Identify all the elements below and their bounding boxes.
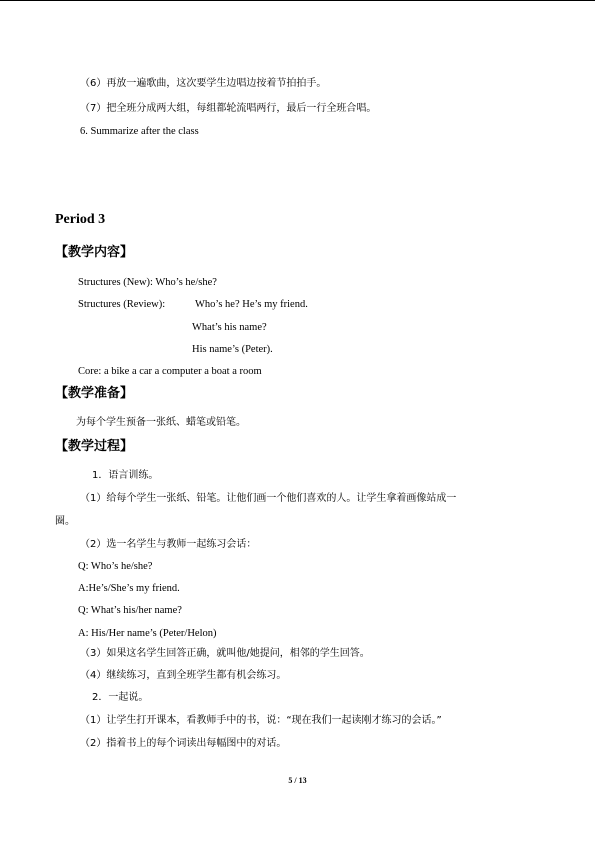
dialogue-q1: Q: Who’s he/she? [78,561,153,572]
page-number: 5 / 13 [288,776,307,785]
structures-review-label: Structures (Review): [78,299,166,310]
dialogue-a2: A: His/Her name’s (Peter/Helon) [78,628,217,639]
period-heading: Period 3 [55,212,106,227]
step-7-group-singing: （7）把全班分成两大组，每组都轮流唱两行，最后一行全班合唱。 [80,103,377,114]
structures-review-1: Who’s he? He’s my friend. [195,299,308,310]
core-vocabulary: Core: a bike a car a computer a boat a room [78,366,262,377]
step-1-1-draw: （1）给每个学生一张纸、铅笔。让他们画一个他们喜欢的人。让学生拿着画像站成一 [80,493,457,504]
step-2-2: （2）指着书上的每个词读出每幅图中的对话。 [80,738,287,749]
structures-new: Structures (New): Who’s he/she? [78,277,217,288]
section-heading-preparation: 【教学准备】 [55,386,134,401]
step-2-1: （1）让学生打开课本，看教师手中的书，说：“现在我们一起读刚才练习的会话。” [80,715,442,726]
dialogue-q2: Q: What’s his/her name? [78,605,182,616]
section-heading-content: 【教学内容】 [55,245,134,260]
header-rule [0,0,595,1]
structures-review-3: His name’s (Peter). [192,344,273,355]
step-2-say-together: 2．一起说。 [92,692,149,703]
step-1-3: （3）如果这名学生回答正确，就叫他/她提问，相邻的学生回答。 [80,648,370,659]
step-6-replay-song: （6）再放一遍歌曲，这次要学生边唱边按着节拍拍手。 [80,78,327,89]
dialogue-a1: A:He’s/She’s my friend. [78,583,180,594]
summarize-step: 6. Summarize after the class [80,126,199,137]
preparation-text: 为每个学生预备一张纸、蜡笔或铅笔。 [76,417,246,428]
structures-review-2: What’s his name? [192,322,267,333]
step-1-1-draw-cont: 圈。 [55,516,75,527]
step-1-language-drill: 1．语言训练。 [92,470,159,481]
step-1-4: （4）继续练习，直到全班学生都有机会练习。 [80,670,287,681]
section-heading-process: 【教学过程】 [55,439,134,454]
step-1-2-dialogue: （2）选一名学生与教师一起练习会话： [80,539,257,550]
